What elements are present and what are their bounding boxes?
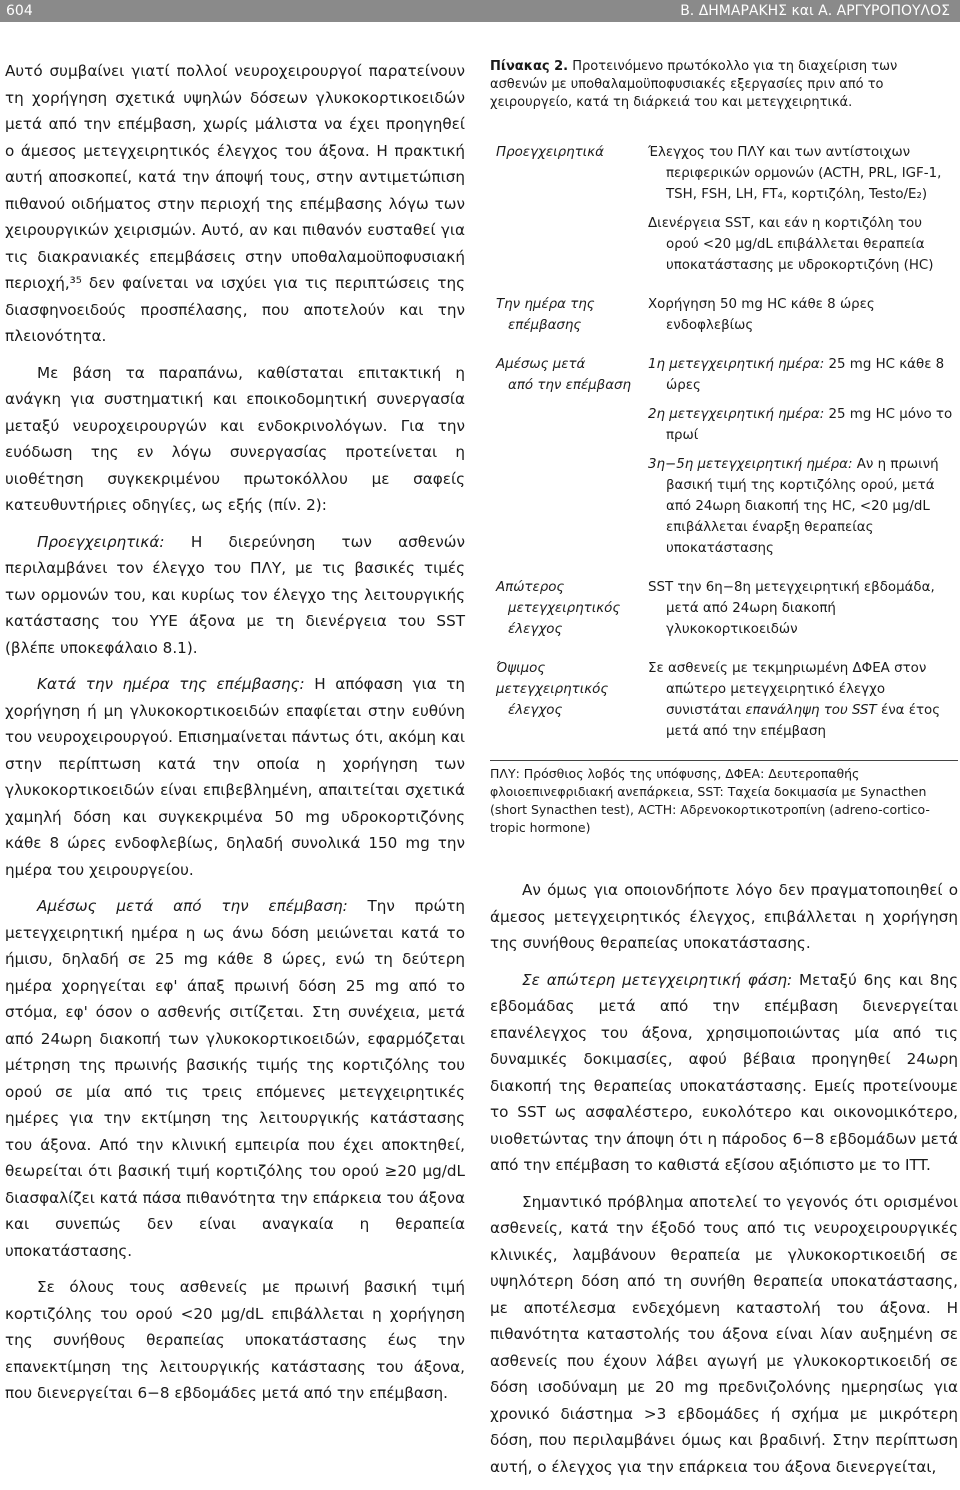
table-cell: SST την 6η−8η μετεγχειρητική εβδομάδα, μετά από 24ωρη διακοπή γλυκοκορτικοειδών [648,580,935,637]
row-label-cont: έλεγχος [508,703,563,718]
right-column [490,58,958,1490]
row-label-text: Αμέσως μετά [496,357,586,372]
surgery-day-label: Κατά την ημέρα της επέμβασης: [37,675,305,693]
table-row-label [490,142,648,284]
table-cell [648,404,958,446]
table-row-label [490,577,648,648]
table-row [490,294,958,344]
row-label-text: Προεγχειρητικά [496,145,604,160]
paragraph-preoperative [5,529,465,662]
cell-text-tail: ένα έτος μετά από την επέμβαση [666,703,941,739]
late-phase-label: Σε απώτερη μετεγχειρητική φάση: [522,970,793,989]
page-number: 604 [6,3,33,19]
table-row [490,577,958,648]
left-column [5,58,465,1417]
right-paragraph-1: Αν όμως για οποιονδήποτε λόγο δεν πραγματοποιηθεί ο άμεσος μετεγχειρητικός έλεγχος, επιβάλλεται η χορήγηση της συνήθους θεραπείας υποκατάστασης. [490,881,958,952]
row-label-text: Όψιμος μετεγχειρητικός [496,661,609,697]
table-row-label [490,354,648,567]
table-row [490,658,958,750]
table-cell [648,454,958,559]
table-cell [648,658,958,742]
row-label-text: Την ημέρα της [496,297,595,312]
right-paragraph-3: Σημαντικό πρόβλημα αποτελεί το γεγονός ότι ορισμένοι ασθενείς, κατά την έξοδό τους από τις νευροχειρουργικές κλινικές, λαμβάνουν θεραπεία με γλυκοκορτικοειδή σε υψηλότερη δόση από τη συνήθη θεραπεία υποκατάστασης, με αποτέλεσμα ενδεχόμενη καταστολή του άξονα. Η πιθανότητα καταστολής του άξονα είναι λίαν αυξημένη σε ασθενείς που έχουν λάβει αγωγή με γλυκοκορτικοειδή σε δόση ισοδύναμη με 20 mg πρεδνιζολόνης ημερησίως για χρονικό διάστημα >3 εβδομάδες ή σχήμα με μικρότερη δόση, που περιλαμβάνει όμως και βραδινή. Στην περίπτωση αυτή, ο έλεγχος για την επάρκεια του άξονα διενεργείται, [490,1192,958,1476]
table-row [490,142,958,284]
cell-day-label: 3η−5η μετεγχειρητική ημέρα: [648,457,853,472]
paragraph-surgery-day [5,671,465,883]
table-row-label [490,294,648,344]
cell-emphasis: επανάληψη του SST [745,703,877,718]
preoperative-label: Προεγχειρητικά: [37,532,165,551]
table-cell: Διενέργεια SST, και εάν η κορτιζόλη του ορού <20 μg/dL επιβάλλεται θεραπεία υποκατάστασης με υδροκορτιζόνη (HC) [648,216,934,273]
right-paragraph-late-phase [490,967,958,1179]
row-label-cont: από την επέμβαση [508,378,632,393]
table-caption [490,58,958,112]
row-label-cont: επέμβασης [508,318,582,333]
table-abbreviations: ΠΛΥ: Πρόσθιος λοβός της υπόφυσης, ΔΦΕΑ: Δευτεροπαθής φλοιοεπινεφριδιακή ανεπάρκεια, SST: Ταχεία δοκιμασία με Synacthen (short Synacthen test), ACTH: Αδρενοκορτικοτροπίνη (adreno-cortico-tropic hormone) [490,760,958,837]
running-authors: Β. ΔΗΜΑΡΑΚΗΣ και Α. ΑΡΓΥΡΟΠΟΥΛΟΣ [680,3,950,19]
table-row [490,354,958,567]
table-cell [648,354,958,396]
cell-day-label: 1η μετεγχειρητική ημέρα: [648,357,825,372]
late-phase-text: Μεταξύ 6ης και 8ης εβδομάδας μετά από την επέμβαση διενεργείται επανέλεγχος του άξονα, χρησιμοποιώντας μία από τις δυναμικές δοκιμασίες, αφού βέβαια προηγηθεί 24ωρη διακοπή της θεραπείας υποκατάστασης. Εμείς προτείνουμε το SST ως ασφαλέστερο, ευκολότερο και οικονομικότερο, υιοθετώντας την άποψη ότι η πάροδος 6−8 εβδομάδων μετά από την επέμβαση το καθιστά εξίσου αξιόπιστο με το ITT. [490,970,958,1174]
row-label-text: Απώτερος [496,580,565,595]
preoperative-text: Η διερεύνηση των ασθενών περιλαμβάνει τον έλεγχο του ΠΛΥ, με τις βασικές τιμές των ορμονών του, και κυρίως τον έλεγχο της λειτουργικής κατάστασης του ΥΥΕ άξονα με τη διενέργεια του SST (βλέπε υποκεφάλαιο 8.1). [5,532,465,657]
paragraph-immediately-after [5,893,465,1264]
cell-day-label: 2η μετεγχειρητική ημέρα: [648,407,825,422]
surgery-day-text: Η απόφαση για τη χορήγηση ή μη γλυκοκορτικοειδών επαφίεται στην ευθύνη του νευροχειρουργού. Επισημαίνεται πάντως ότι, ακόμη και στην περίπτωση κατά την οποία η χορήγηση των γλυκοκορτικοειδών είναι επιβεβλημένη, απαιτείται σχετικά χαμηλή δόση και συγκεκριμένα 50 mg υδροκορτιζόνης κάθε 8 ώρες ενδοφλεβίως, δηλαδή συνολικά 150 mg την ημέρα του χειρουργείου. [5,675,465,879]
running-header [0,0,960,22]
immediately-after-label: Αμέσως μετά από την επέμβαση: [37,897,348,915]
cell-text: 25 mg HC κάθε 8 ώρες [666,357,945,393]
table-row-label [490,658,648,750]
paragraph-1: Αυτό συμβαίνει γιατί πολλοί νευροχειρουργοί παρατείνουν τη χορήγηση σχετικά υψηλών δόσεων γλυκοκορτικοειδών μετά από την επέμβαση, χωρίς μάλιστα να έχει προηγηθεί ο άμεσος μετεγχειρητικός έλεγχος του άξονα. Η πρακτική αυτή αποσκοπεί, κατά την άποψή τους, στην αντιμετώπιση πιθανού οιδήματος στην περιοχή της επέμβασης λόγω των χειρουργικών χειρισμών. Αυτό, αν και πιθανόν ευσταθεί για τις διακρανιακές επεμβάσεις στην υποθαλαμοϋποφυσιακή περιοχή,³⁵ δεν φαίνεται να ισχύει για τις περιπτώσεις της διασφηνοειδούς προσπέλασης, που αποτελούν και την πλειονότητα. [5,62,465,345]
paragraph-2: Με βάση τα παραπάνω, καθίσταται επιτακτική η ανάγκη για συστηματική και εποικοδομητική συνεργασία μεταξύ νευροχειρουργών και ενδοκρινολόγων. Για την ευόδωση της εν λόγω συνεργασίας προτείνεται η υιοθέτηση συγκεκριμένου πρωτοκόλλου με σαφείς κατευθυντήριες οδηγίες, ως εξής (πίν. 2): [5,363,465,514]
paragraph-6: Σε όλους τους ασθενείς με πρωινή βασική τιμή κορτιζόλης του ορού <20 μg/dL επιβάλλεται η χορήγηση της συνήθους θεραπείας υποκατάστασης έως την επανεκτίμηση της λειτουργικής κατάστασης του άξονα, που διενεργείται 6−8 εβδομάδες μετά από την επέμβαση. [5,1278,465,1402]
table-caption-text: Προτεινόμενο πρωτόκολλο για τη διαχείριση των ασθενών με υποθαλαμοϋποφυσιακές εξεργασίες πριν από το χειρουργείο, κατά τη διάρκειά του και μετεγχειρητικά. [490,59,898,110]
table-caption-label: Πίνακας 2. [490,59,569,74]
row-label-cont: μετεγχειρητικός έλεγχος [508,601,621,637]
table-cell: Έλεγχος του ΠΛΥ και των αντίστοιχων περιφερικών ορμονών (ACTH, PRL, IGF-1, TSH, FSH, LH, FT₄, κορτιζόλη, Testo/E₂) [648,145,942,202]
immediately-after-text: Την πρώτη μετεγχειρητική ημέρα η ως άνω δόση μειώνεται κατά το ήμισυ, δηλαδή σε 25 mg κάθε 8 ώρες, ενώ τη δεύτερη ημέρα χορηγείται εφ' άπαξ πρωινή δόση 25 mg από το στόμα, εφ' όσον ο ασθενής σιτίζεται. Στη συνέχεια, μετά από 24ωρη διακοπή των γλυκοκορτικοειδών, εφαρμόζεται μέτρηση της πρωινής βασικής τιμής της κορτιζόλης του ορού σε μία από τις τρεις επόμενες μετεγχειρητικές ημέρες για την εκτίμηση της λειτουργικής κατάστασης του άξονα. Από την κλινική εμπειρία που έχει αποκτηθεί, θεωρείται ότι βασική τιμή κορτιζόλης του ορού ≥20 μg/dL διασφαλίζει κατά πάσα πιθανότητα την επάρκεια του άξονα και συνεπώς δεν είναι αναγκαία η θεραπεία υποκατάστασης. [5,897,465,1260]
cell-text: 25 mg HC μόνο το πρωί [666,407,953,443]
cell-text: Σε ασθενείς με τεκμηριωμένη ΔΦΕΑ στον απώτερο μετεγχειρητικό έλεγχο συνιστάται [648,661,927,718]
cell-text: Αν η πρωινή βασική τιμή της κορτιζόλης ορού, μετά από 24ωρη διακοπή της HC, <20 μg/dL επιβάλλεται έναρξη θεραπείας υποκατάστασης [666,457,939,556]
table-cell: Χορήγηση 50 mg HC κάθε 8 ώρες ενδοφλεβίως [648,297,875,333]
